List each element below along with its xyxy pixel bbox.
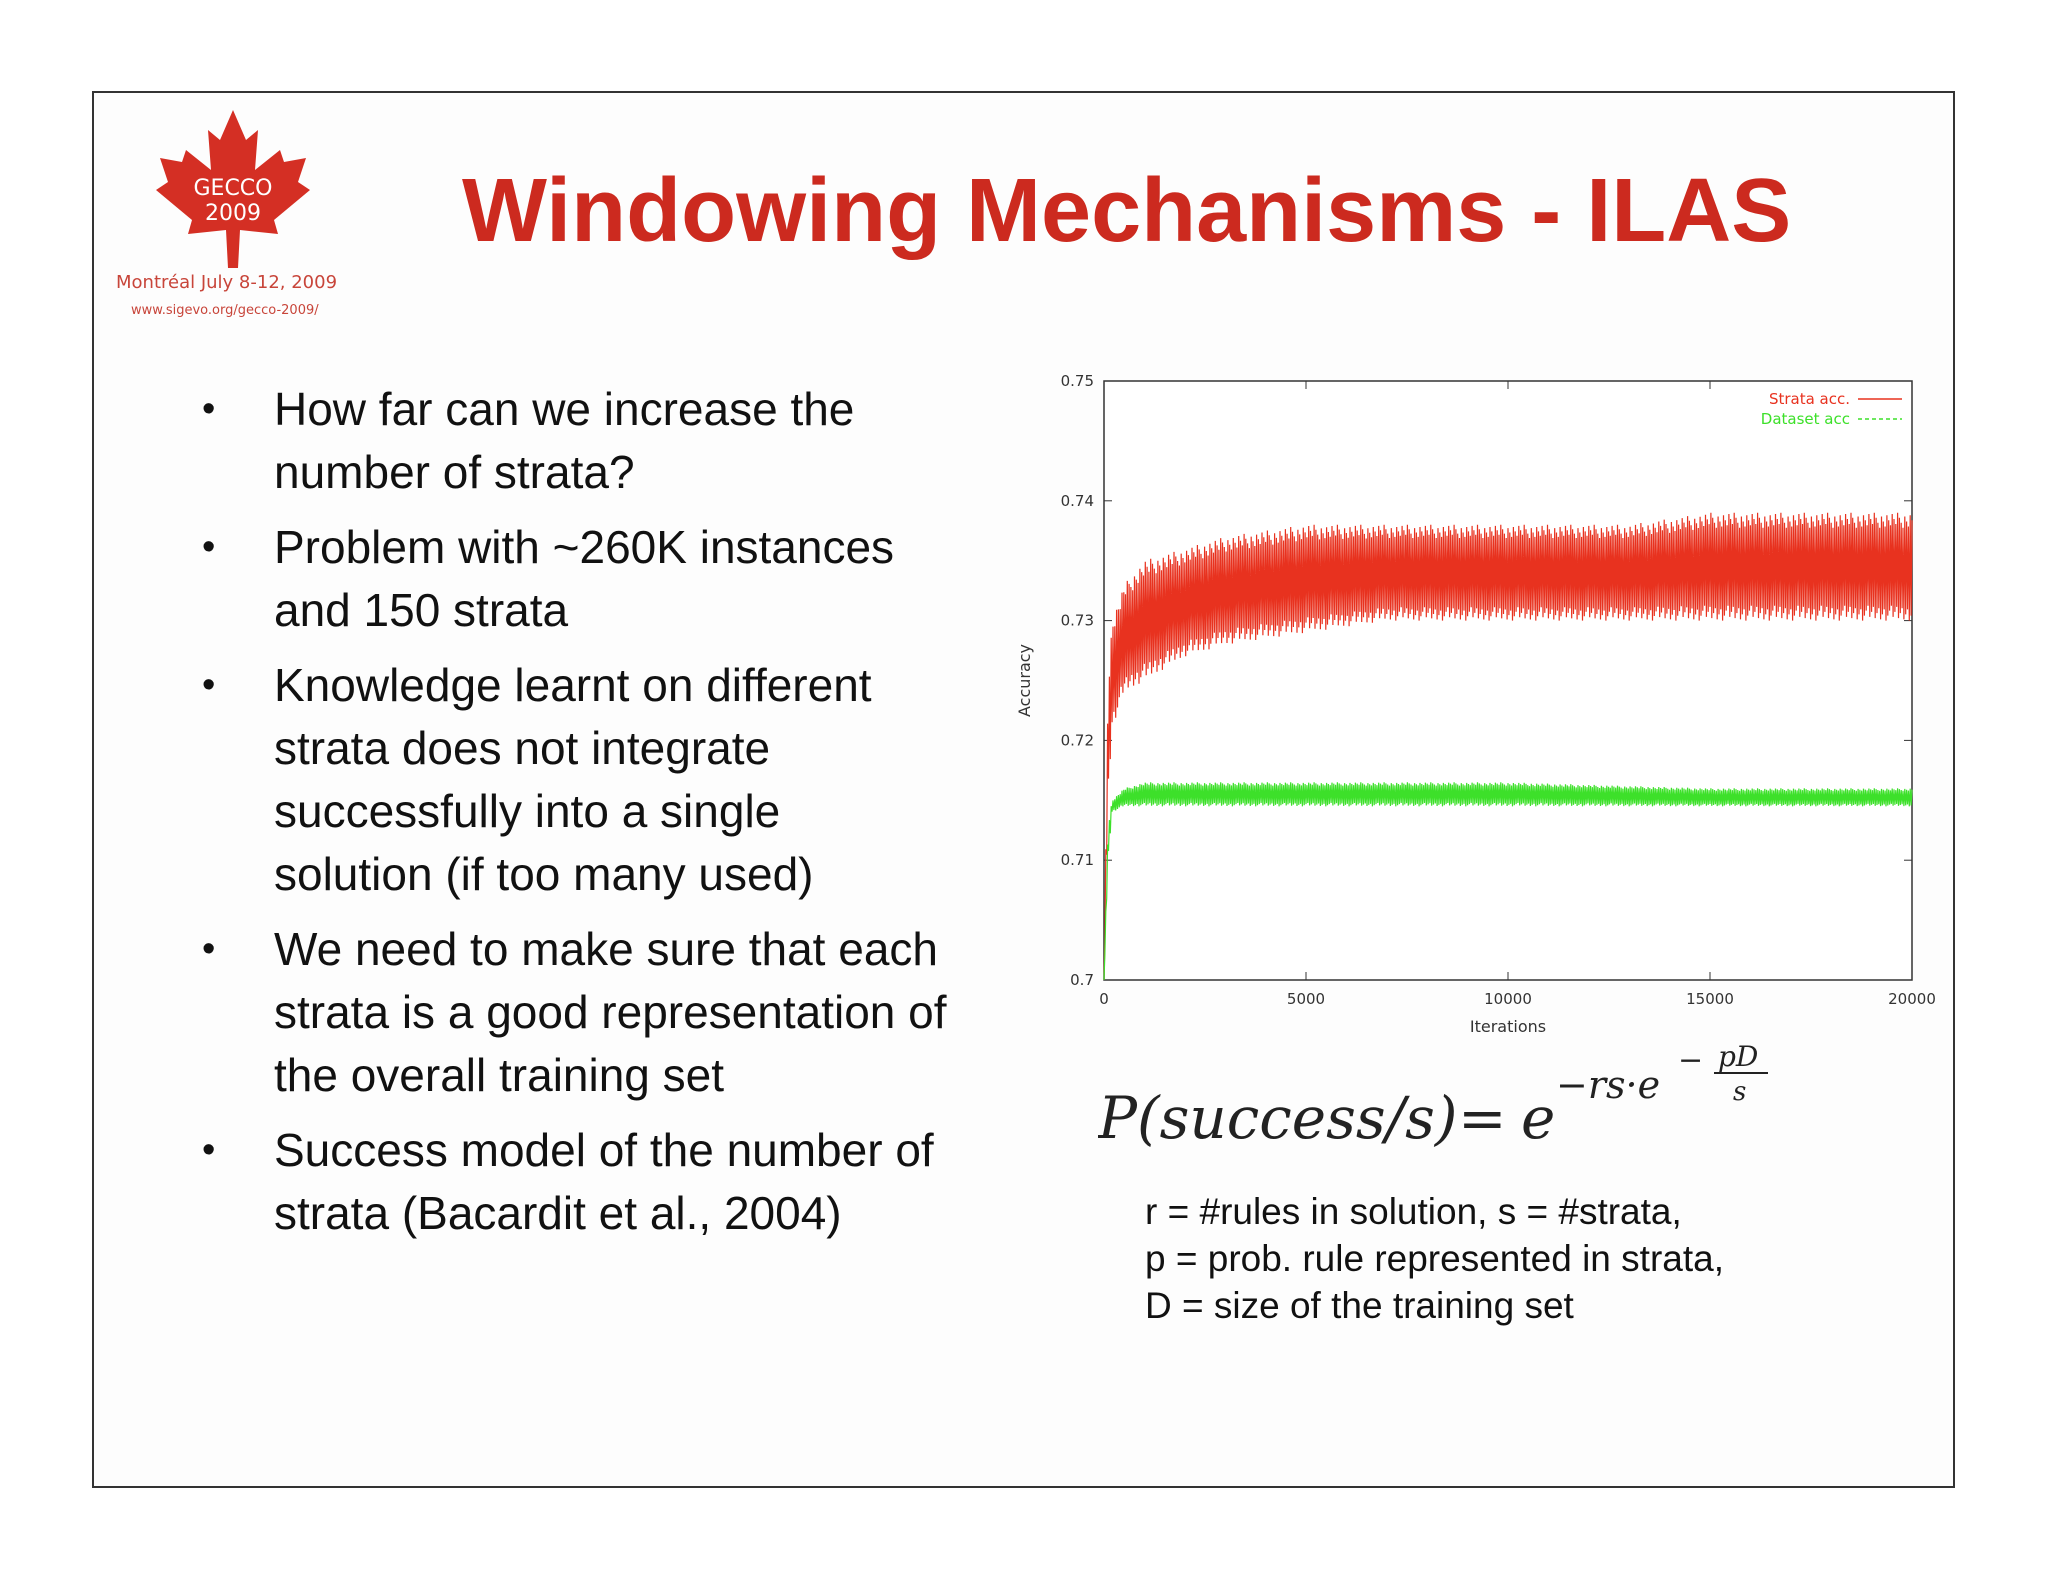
bullet-text: Problem with ~260K instances and 150 strata [274,521,895,636]
slide-title: Windowing Mechanisms - ILAS [462,161,1792,261]
formula-base: e [1521,1084,1556,1152]
x-axis-label: Iterations [1469,1017,1547,1036]
definition-line: D = size of the training set [1145,1285,1574,1326]
bullet-dot: • [202,526,216,568]
formula-lhs: P(success/s) [1098,1084,1458,1152]
variable-definitions [1145,1188,1724,1329]
y-axis-label: Accuracy [1015,643,1034,718]
bullet-dot: • [202,928,216,970]
logo-year: 2009 [205,201,261,226]
x-tick-label: 10000 [1484,990,1532,1008]
bullet-text: Success model of the number of strata (Bacardit et al., 2004) [274,1124,934,1239]
bullet-dot: • [202,1129,216,1171]
success-formula [1098,1040,1818,1170]
legend-label: Strata acc. [1768,390,1850,408]
formula-frac-den: s [1733,1077,1747,1107]
x-tick-label: 15000 [1686,990,1734,1008]
y-tick-label: 0.7 [1070,971,1094,989]
formula-frac-num: pD [1718,1040,1759,1073]
formula-equals: = [1458,1084,1507,1152]
bullet-list [190,378,950,1257]
bullet-dot: • [202,388,216,430]
logo-name: GECCO [193,176,273,201]
plot-area [1104,381,1912,980]
bullet-text: Knowledge learnt on different strata does not integrate successfully into a single solution (if too many used) [274,659,872,900]
accuracy-chart [1000,360,1940,1040]
logo-url: www.sigevo.org/gecco-2009/ [131,303,319,318]
definition-line: r = #rules in solution, s = #strata, [1145,1191,1682,1232]
y-tick-label: 0.72 [1060,731,1094,750]
formula-exponent: −rs·e [1556,1063,1661,1107]
bullet-item [190,378,950,504]
bullet-item [190,654,950,906]
y-tick-label: 0.71 [1060,851,1094,870]
bullet-item [190,516,950,642]
legend-label: Dataset acc [1760,410,1850,428]
logo-location: Montréal July 8-12, 2009 [116,272,338,293]
x-tick-label: 0 [1099,990,1109,1008]
formula-inner-minus: − [1678,1043,1704,1078]
bullet-text: How far can we increase the number of strata? [274,383,855,498]
gecco-logo [108,100,378,330]
y-tick-label: 0.73 [1060,611,1094,630]
x-tick-label: 5000 [1286,990,1326,1008]
y-tick-label: 0.75 [1060,372,1094,390]
definition-line: p = prob. rule represented in strata, [1145,1238,1724,1279]
bullet-dot: • [202,664,216,706]
bullet-item [190,918,950,1107]
bullet-item [190,1119,950,1245]
y-tick-label: 0.74 [1060,491,1094,510]
bullet-text: We need to make sure that each strata is a good representation of the overall training set [274,923,947,1101]
x-tick-label: 20000 [1888,990,1936,1008]
